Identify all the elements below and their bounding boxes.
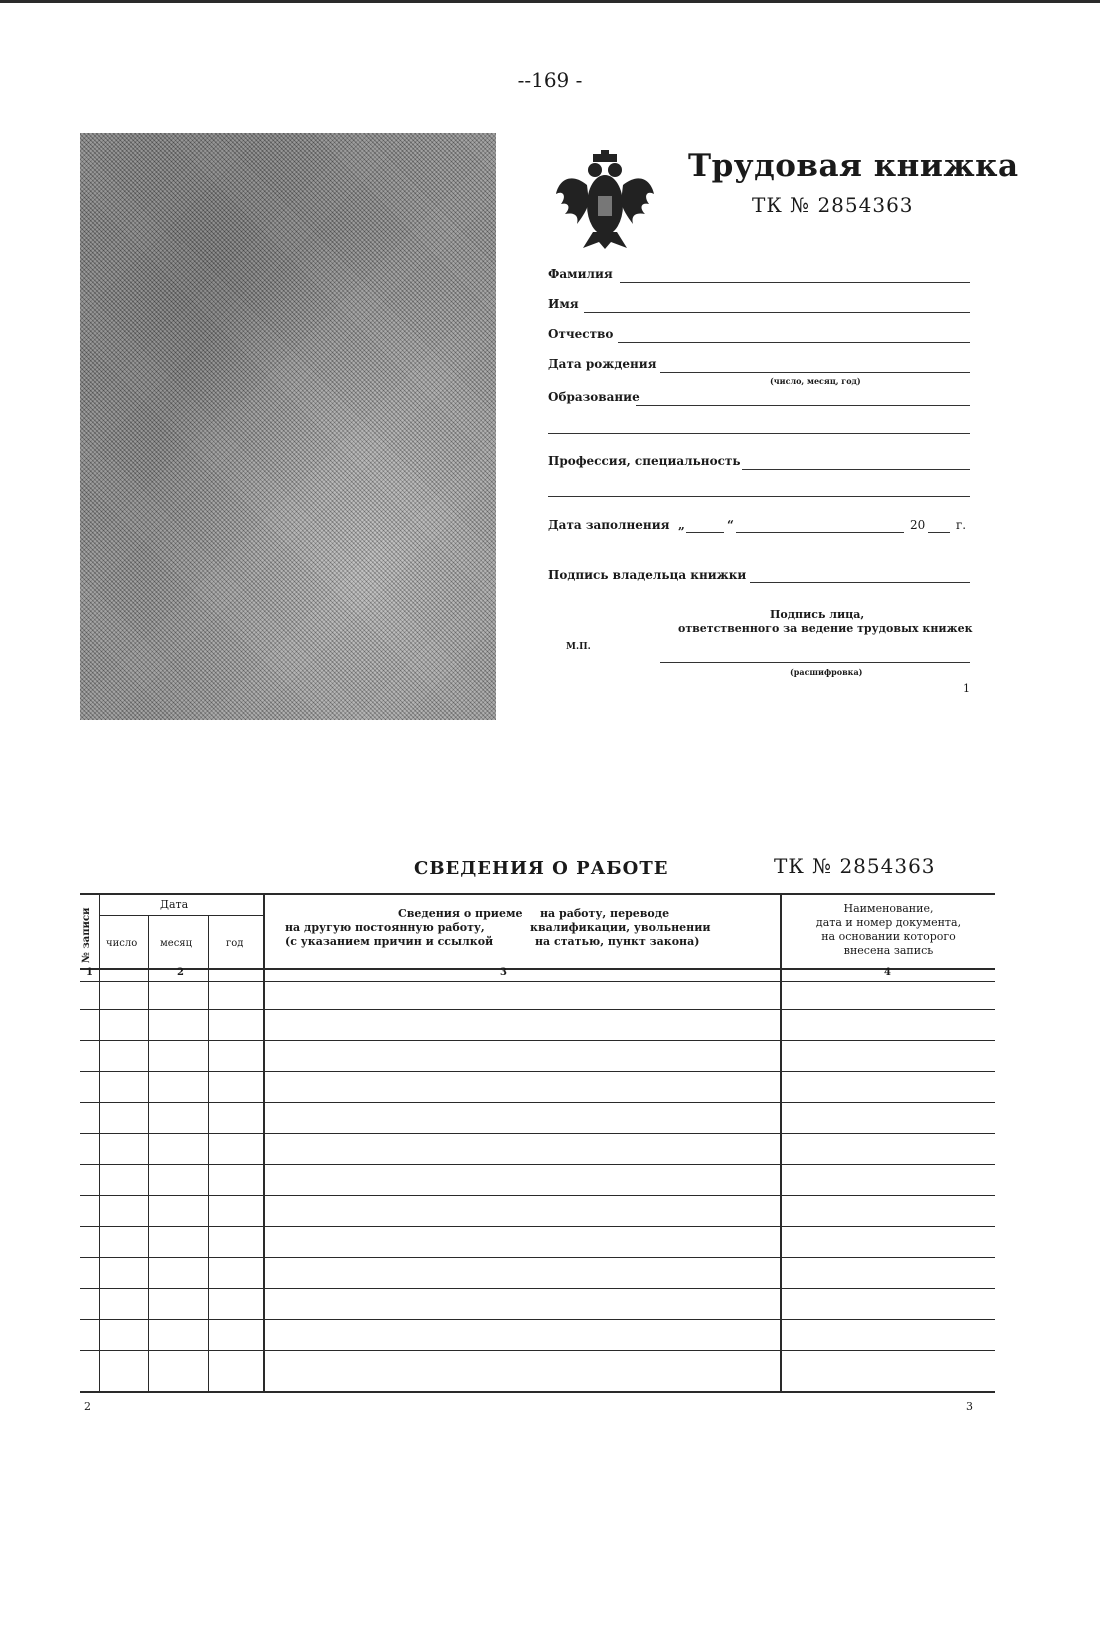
info-header-line-1b: на работу, переводе	[540, 907, 670, 920]
document-header-line-4: внесена запись	[843, 944, 934, 957]
right-page-number: 3	[966, 1400, 973, 1413]
table-row	[80, 1350, 995, 1351]
document-header-line-2: дата и номер документа,	[815, 916, 962, 929]
document-header-line-3: на основании которого	[821, 930, 956, 943]
col-divider-month	[208, 915, 209, 1393]
table-row	[80, 1009, 995, 1010]
info-header-line-3b: на статью, пункт закона)	[535, 935, 700, 948]
book-series-number: ТК № 2854363	[752, 193, 914, 217]
name-label: Имя	[548, 297, 579, 311]
cover-photo	[80, 133, 496, 720]
top-border-rule	[0, 0, 1100, 3]
document-header-line-1: Наименование,	[843, 902, 934, 915]
patronymic-line[interactable]	[618, 342, 970, 343]
column-numbers-bottom	[80, 981, 995, 982]
table-top-border	[80, 893, 995, 895]
seal-mark: М.П.	[566, 642, 591, 652]
header-bottom-border	[80, 968, 995, 970]
surname-label: Фамилия	[548, 267, 613, 281]
col-divider-day	[148, 915, 149, 1393]
date-header: Дата	[160, 898, 189, 911]
fill-date-year-suffix: г.	[956, 518, 967, 532]
birth-date-hint: (число, месяц, год)	[770, 376, 861, 386]
book-title: Трудовая книжка	[688, 148, 1019, 184]
table-row	[80, 1226, 995, 1227]
month-header: месяц	[160, 938, 193, 949]
profession-line-1[interactable]	[742, 469, 970, 470]
fill-date-day-line[interactable]	[686, 532, 724, 533]
work-records-heading: СВЕДЕНИЯ О РАБОТЕ	[414, 858, 669, 879]
fill-date-year-line[interactable]	[928, 532, 950, 533]
page-number: --169 -	[517, 68, 583, 92]
name-line[interactable]	[584, 312, 970, 313]
table-row	[80, 1071, 995, 1072]
surname-line[interactable]	[620, 282, 970, 283]
fill-date-month-line[interactable]	[736, 532, 904, 533]
info-header-line-2b: квалификации, увольнении	[530, 921, 711, 934]
column-number-3: 3	[500, 967, 507, 978]
title-page-number: 1	[963, 682, 970, 695]
work-records-series-number: ТК № 2854363	[774, 854, 936, 878]
profession-line-2[interactable]	[548, 496, 970, 497]
fill-date-label: Дата заполнения	[548, 518, 670, 532]
owner-signature-line[interactable]	[750, 582, 970, 583]
owner-signature-label: Подпись владельца книжки	[548, 568, 747, 582]
year-header: год	[226, 938, 244, 949]
col-divider-record-no	[99, 893, 100, 1393]
table-bottom-border	[80, 1391, 995, 1393]
education-label: Образование	[548, 390, 640, 404]
work-records-table	[80, 893, 995, 1393]
table-row	[80, 1133, 995, 1134]
column-number-2: 2	[177, 967, 184, 978]
info-header-line-2a: на другую постоянную работу,	[285, 921, 485, 934]
column-number-1: 1	[86, 967, 93, 978]
birth-date-line[interactable]	[660, 372, 970, 373]
date-header-divider	[100, 915, 263, 916]
table-row	[80, 1257, 995, 1258]
record-no-header: № записи	[81, 907, 92, 963]
table-row	[80, 1195, 995, 1196]
table-row	[80, 1319, 995, 1320]
responsible-signature-label-1: Подпись лица,	[770, 608, 865, 621]
fill-date-year-prefix: 20	[910, 518, 926, 532]
education-line-1[interactable]	[636, 405, 970, 406]
table-row	[80, 1164, 995, 1165]
responsible-signature-line[interactable]	[660, 662, 970, 663]
info-header-line-3a: (с указанием причин и ссылкой	[285, 935, 494, 948]
left-page-number: 2	[84, 1400, 91, 1413]
table-row	[80, 1040, 995, 1041]
coat-of-arms-emblem	[553, 150, 657, 250]
col-divider-info	[780, 893, 782, 1393]
decipher-hint: (расшифровка)	[790, 667, 863, 677]
col-divider-date	[263, 893, 265, 1393]
info-header-line-1a: Сведения о приеме	[398, 907, 523, 920]
table-row	[80, 1288, 995, 1289]
education-line-2[interactable]	[548, 433, 970, 434]
fill-date-quote-close: “	[727, 518, 734, 532]
profession-label: Профессия, специальность	[548, 454, 741, 468]
responsible-signature-label-2: ответственного за ведение трудовых книжек	[678, 622, 973, 635]
patronymic-label: Отчество	[548, 327, 614, 341]
fill-date-quote-open: „	[678, 518, 685, 532]
table-row	[80, 1102, 995, 1103]
birth-date-label: Дата рождения	[548, 357, 657, 371]
day-header: число	[106, 938, 138, 949]
column-number-4: 4	[884, 967, 891, 978]
